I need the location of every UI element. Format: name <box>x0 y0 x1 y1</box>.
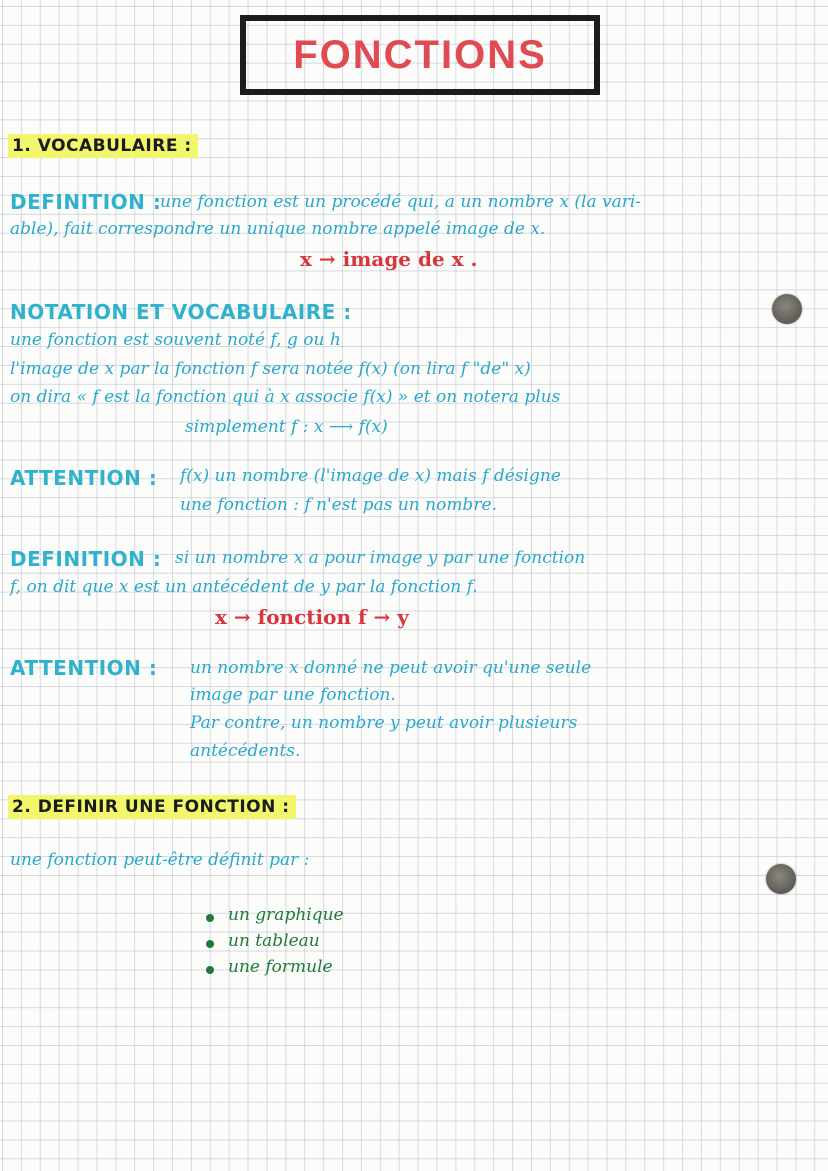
section-2-intro: une fonction peut-être définit par : <box>10 850 310 870</box>
page-title: FONCTIONS <box>293 32 547 77</box>
section-2-heading: 2. DEFINIR UNE FONCTION : <box>8 795 296 819</box>
bullet-icon <box>206 940 214 948</box>
notation-line-1: une fonction est souvent noté f, g ou h <box>10 330 341 350</box>
attention-2-line-1: un nombre x donné ne peut avoir qu'une seule <box>190 658 592 678</box>
definition-1-formula: x → image de x . <box>300 247 478 271</box>
bullet-icon <box>206 966 214 974</box>
definition-2-line-1: si un nombre x a pour image y par une fonction <box>175 548 586 568</box>
notation-line-3: on dira « f est la fonction qui à x associe f(x) » et on notera plus <box>10 387 561 407</box>
definition-2-formula: x → fonction f → y <box>215 605 409 629</box>
attention-2-line-2: image par une fonction. <box>190 685 396 705</box>
attention-1-line-1: f(x) un nombre (l'image de x) mais f désigne <box>180 466 561 486</box>
definition-1-line-1: une fonction est un procédé qui, a un nombre x (la vari- <box>160 192 642 212</box>
list-item: un tableau <box>228 931 320 951</box>
attention-1-line-2: une fonction : f n'est pas un nombre. <box>180 495 497 515</box>
attention-2-line-3: Par contre, un nombre y peut avoir plusieurs <box>190 713 578 733</box>
title-box <box>240 15 600 95</box>
notation-label: NOTATION ET VOCABULAIRE : <box>10 300 352 324</box>
definition-1-line-2: able), fait correspondre un unique nombre appelé image de x. <box>10 219 546 239</box>
notation-line-2: l'image de x par la fonction f sera notée f(x) (on lira f "de" x) <box>10 359 531 379</box>
list-item: une formule <box>228 957 333 977</box>
bullet-icon <box>206 914 214 922</box>
list-item: un graphique <box>228 905 344 925</box>
definition-2-label: DEFINITION : <box>10 547 162 571</box>
binder-hole <box>772 294 802 324</box>
attention-1-label: ATTENTION : <box>10 466 158 490</box>
definition-2-line-2: f, on dit que x est un antécédent de y par la fonction f. <box>10 577 478 597</box>
notation-line-4: simplement f : x ⟶ f(x) <box>185 417 388 437</box>
attention-2-label: ATTENTION : <box>10 656 158 680</box>
definition-1-label: DEFINITION : <box>10 190 162 214</box>
binder-hole <box>766 864 796 894</box>
section-1-heading: 1. VOCABULAIRE : <box>8 134 198 158</box>
attention-2-line-4: antécédents. <box>190 741 301 761</box>
